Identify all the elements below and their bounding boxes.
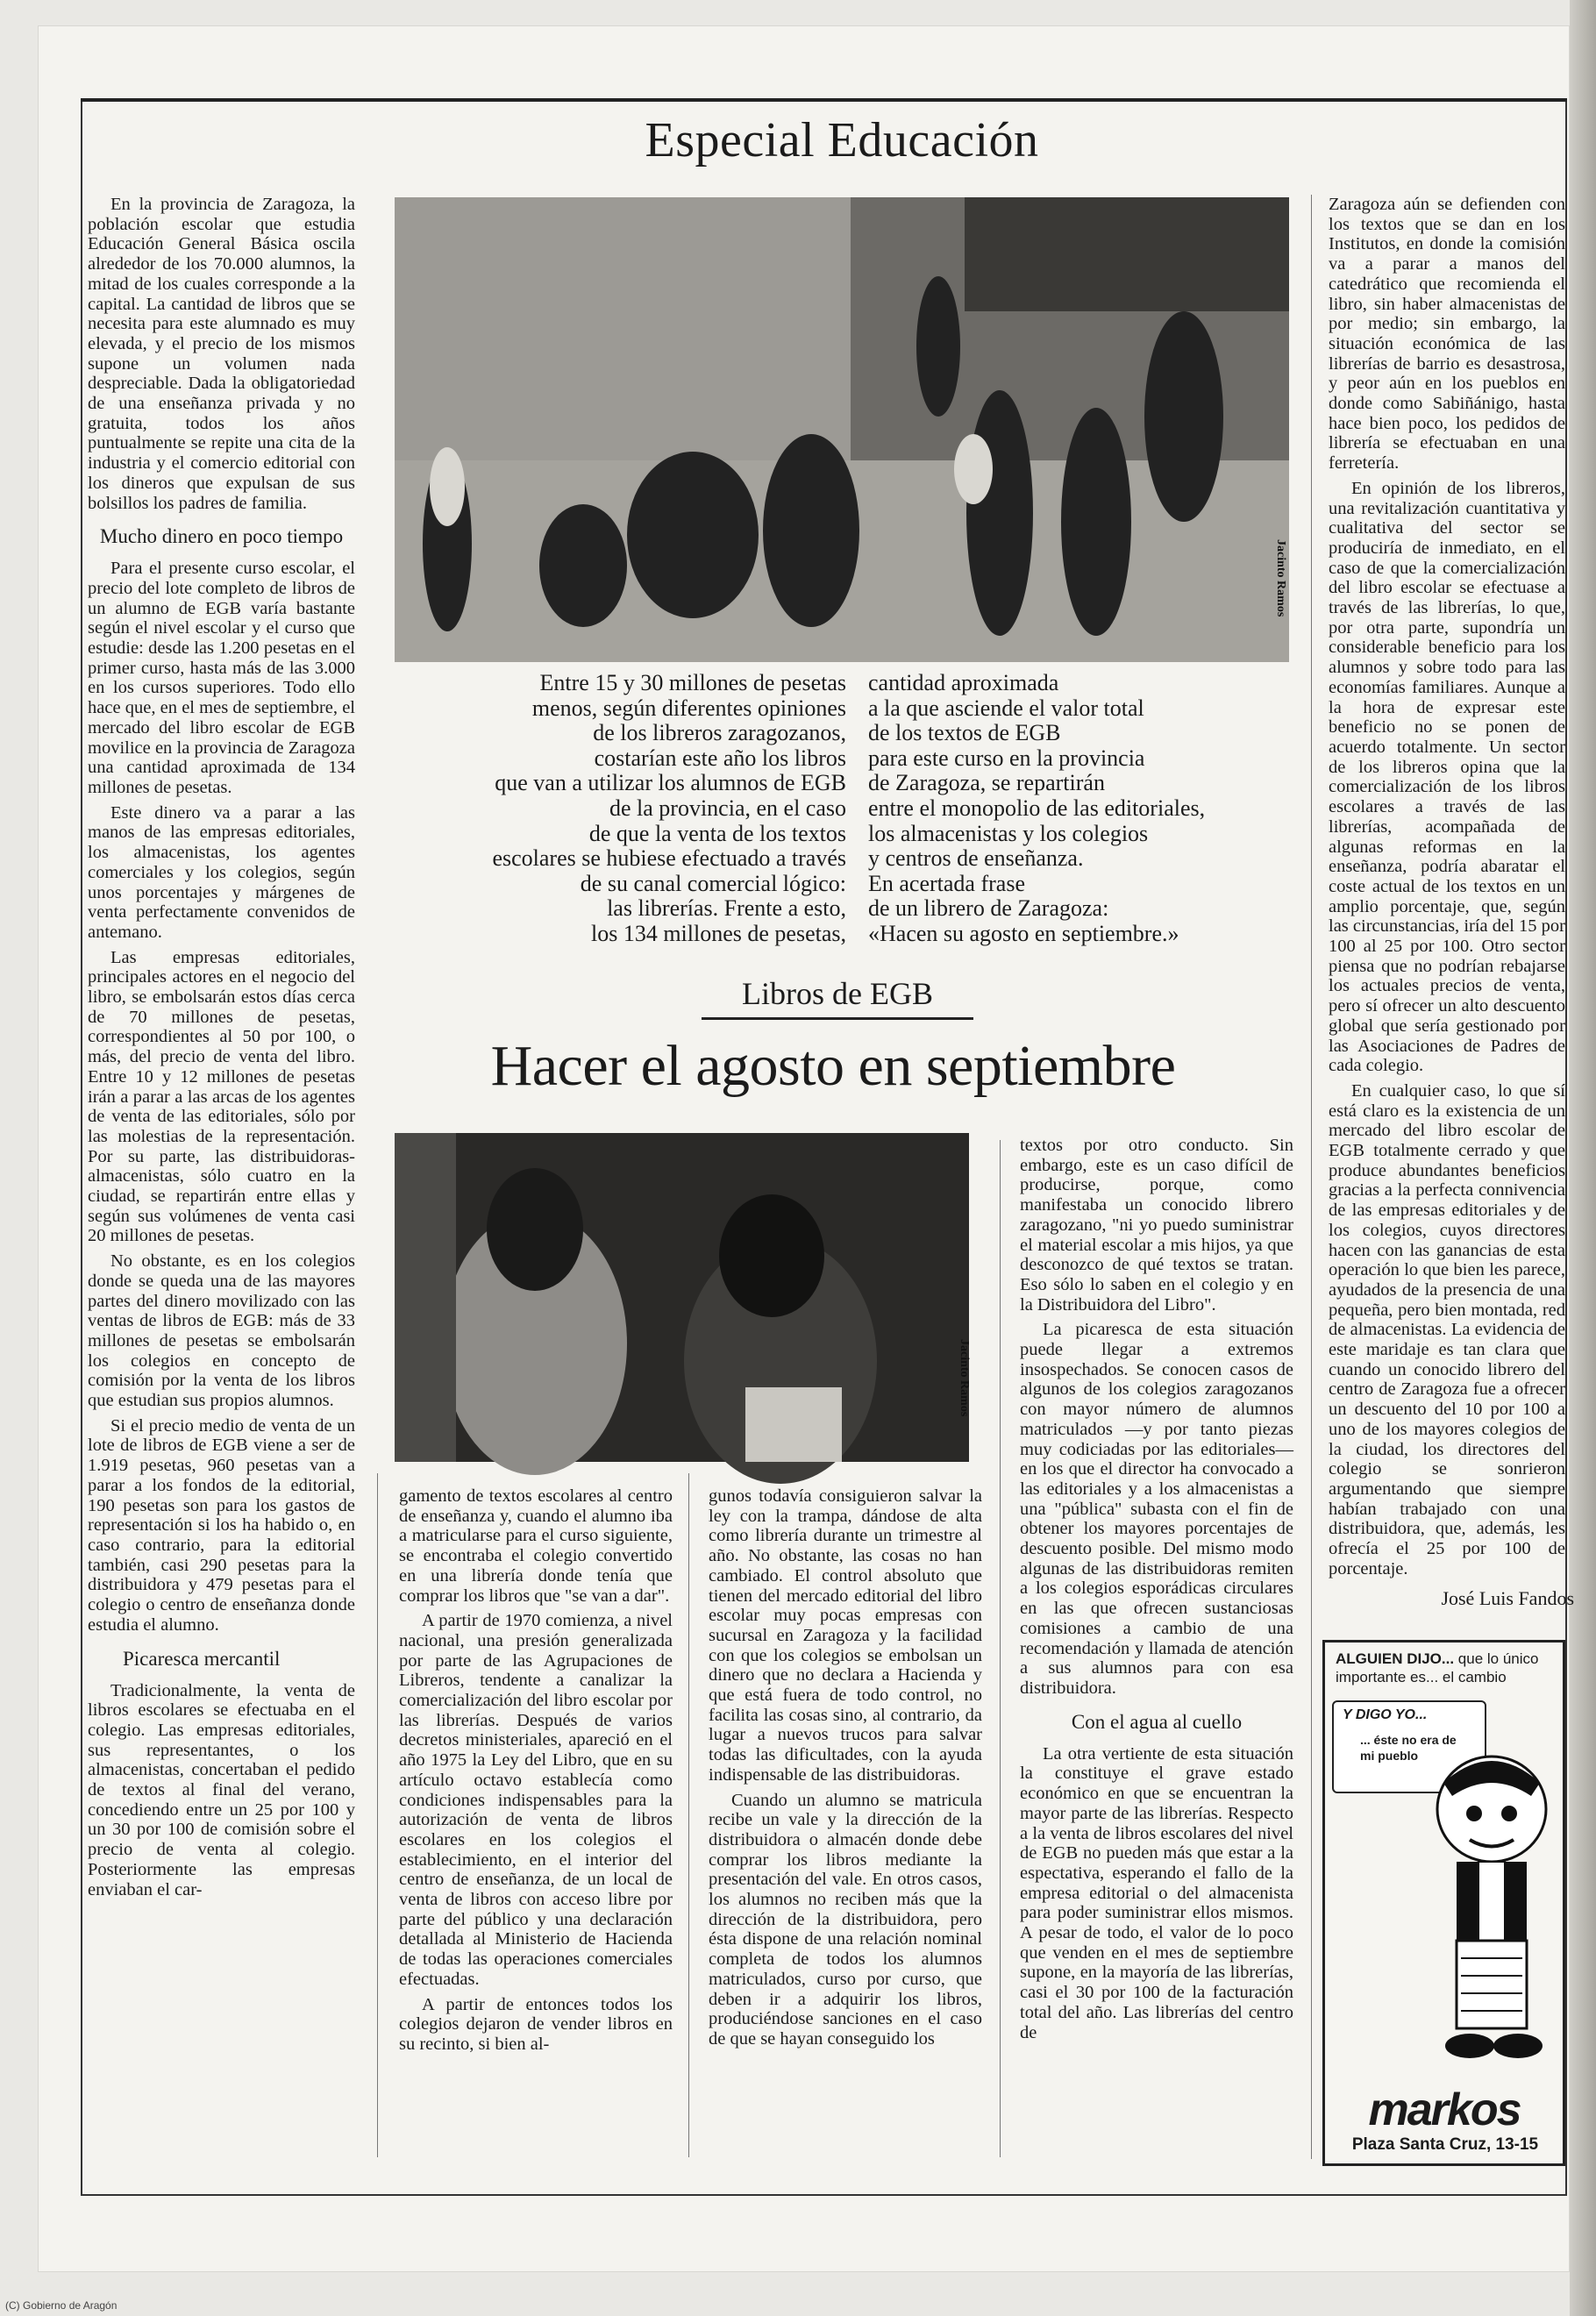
pullquote-line: menos, según diferentes opiniones xyxy=(531,695,846,721)
pullquote-line: cantidad aproximada xyxy=(868,670,1059,695)
paragraph: A partir de 1970 comienza, a nivel nacional, una presión generalizada por parte de las Agrupaciones de Libreros, tendente a canalizar la comercialización del libro escolar por las librerías. Después de varios decretos ministeriales, apareció en el año 1975 la Ley del Libro, que en su artículo octavo establecía como condiciones indispensables para la autorización de venta de libros escolares en los colegios el establecimiento, en el interior del centro de enseñanza, de un local de venta de libros con acceso libre por parte del público y una declaración detallada al Ministerio de Hacienda de todas las operaciones comerciales efectuadas. xyxy=(399,1611,673,1989)
column-divider xyxy=(1000,1140,1001,2157)
subheading: Picaresca mercantil xyxy=(123,1647,281,1670)
pullquote-line: para este curso en la provincia xyxy=(868,745,1145,771)
column-3 xyxy=(709,1486,982,2055)
pullquote-line: y centros de enseñanza. xyxy=(868,845,1084,872)
pullquote-right xyxy=(868,671,1289,947)
paragraph: La picaresca de esta situación puede llegar a extremos insospechados. Se conocen casos de algunos de los colegios zaragozanos con mayor número de alumnos matriculados —y por tanto piezas muy codiciadas por las editoriales— en los que el director ha convocado a las editoriales y a los almacenistas a una "pública" subasta con el fin de obtener los mayores porcentajes de descuento posible. Del mismo modo algunas de las distribuidoras remiten a los colegios esporádicas circulares en las que ofrecen sustanciosas comisiones a cambio de una recomendación y llamada de atención a sus alumnos para con esa distribuidora. xyxy=(1020,1320,1293,1698)
pullquote-left xyxy=(399,671,846,947)
photo-students xyxy=(395,1133,969,1462)
paragraph: Las empresas editoriales, principales actores en el negocio del libro, se embolsarán estos días cerca de 70 millones de pesetas, correspondientes al 50 por 100, o más, del precio de venta del libro. Entre 10 y 12 millones de pesetas irán a parar a las arcas de los agentes de venta de las editoriales, sólo por las molestias de la representación. Por su parte, las distribuidoras-almacenistas, sólo cuatro en la ciudad, se repartirán entre ellas y según sus volúmenes de venta casi 20 millones de pesetas. xyxy=(88,947,355,1246)
paragraph: gunos todavía consiguieron salvar la ley con la trampa, dándose de alta como librería durante un trimestre al año. No obstante, las cosas no han cambiado. El control absoluto que tienen del mercado editorial del libro escolar muy pocas empresas con sucursal en Zaragoza y la facilidad con que los colegios se embolsan un dinero que no declara a Hacienda y que está fuera de todo control, no facilita las cosas sino, al contrario, da lugar a nuevos trucos para salvar todas las dificultades, con la ayuda indispensable de las distribuidoras. xyxy=(709,1486,982,1785)
photo-credit: Jacinto Ramos xyxy=(958,1339,971,1417)
bubble-text: ... éste no era de mi pueblo xyxy=(1360,1733,1457,1763)
pullquote-line: entre el monopolio de las editoriales, xyxy=(868,795,1206,821)
paragraph: Cuando un alumno se matricula recibe un vale y la dirección de la distribuidora o almacén donde debe comprar los libros mediante la presentación del vale. En otros casos, los alumnos no reciben más que la dirección de la distribuidora, pero ésta dispone de una relación nominal completa de todos los alumnos matriculados, curso por curso, que deben ir a adquirir los libros, produciéndose sanciones en el caso de que se hayan conseguido los xyxy=(709,1790,982,2049)
copyright-notice: (C) Gobierno de Aragón xyxy=(5,2299,118,2312)
subheading: Mucho dinero en poco tiempo xyxy=(99,525,344,548)
column-divider xyxy=(688,1473,689,2157)
column-divider xyxy=(377,1473,378,2157)
ad-headline-rest: que lo único importante es... el cambio xyxy=(1336,1650,1539,1685)
paragraph: Si el precio medio de venta de un lote de libros de EGB viene a ser de 1.919 pesetas, 960 pesetas van a parar a los fondos de la editorial, 190 pesetas son para los gastos de representación si los ha habido o, en caso contrario, para la editorial también, casi 290 pesetas para la distribuidora y 479 pesetas para el colegio o centro de enseñanza donde estudia el alumno. xyxy=(88,1415,355,1635)
paragraph: Este dinero va a parar a las manos de las empresas editoriales, los almacenistas, los agentes comerciales y los colegios, según unos porcentajes y márgenes de venta perfectamente convenidos de antemano. xyxy=(88,802,355,942)
paragraph: A partir de entonces todos los colegios dejaron de vender libros en su recinto, si bien al- xyxy=(399,1994,673,2054)
paragraph: Tradicionalmente, la venta de libros escolares se efectuaba en el colegio. Las empresas editoriales, sus representantes, o los almacenistas, concertaban el pedido de textos al final del verano, concediendo entre un 25 por 100 y un 30 por 100 de comisión sobre el precio de venta al colegio. Posteriormente las empresas enviaban el car- xyxy=(88,1680,355,1899)
markos-logo: markos xyxy=(1368,2084,1521,2135)
pullquote-line: los almacenistas y los colegios xyxy=(868,820,1149,846)
pullquote-line: de Zaragoza, se repartirán xyxy=(868,770,1105,796)
pullquote-line: Entre 15 y 30 millones de pesetas xyxy=(539,670,846,695)
pullquote-line: que van a utilizar los alumnos de EGB xyxy=(495,770,846,796)
pullquote-line: «Hacen su agosto en septiembre.» xyxy=(868,920,1179,946)
kicker: Libros de EGB xyxy=(702,975,973,1020)
column-divider xyxy=(1311,195,1312,2159)
paragraph: No obstante, es en los colegios donde se queda una de las mayores partes del dinero movilizado con las ventas de libros de EGB: más de 33 millones de pesetas se embolsarán los colegios en concepto de comisión por la venta de los libros que estudian sus propios alumnos. xyxy=(88,1251,355,1411)
pullquote-line: de que la venta de los textos xyxy=(588,820,846,846)
paragraph: Para el presente curso escolar, el precio del lote completo de libros de un alumno de EGB varía bastante según el nivel escolar y el curso que estudie: desde las 1.200 pesetas en el primer curso, hasta más de las 3.000 en los cursos superiores. Todo ello hace que, en el mes de septiembre, el mercado del libro escolar de EGB movilice en la provincia de Zaragoza una cantidad aproximada de 134 millones de pesetas. xyxy=(88,559,355,797)
photo-credit: Jacinto Ramos xyxy=(1274,539,1287,617)
advertisement-markos xyxy=(1322,1640,1565,2166)
pullquote-line: escolares se hubiese efectuado a través xyxy=(492,845,846,872)
section-title: Especial Educación xyxy=(645,113,1039,167)
photo-students-illustration xyxy=(395,1133,969,1462)
pullquote-line: los 134 millones de pesetas, xyxy=(590,920,846,946)
ad-address: Plaza Santa Cruz, 13-15 xyxy=(1351,2135,1539,2154)
paragraph: textos por otro conducto. Sin embargo, este es un caso difícil de producirse, porque, como manifestaba un conocido librero zaragozano, "ni yo puedo suministrar el material escolar a mis hijos, ya que desconozco de qué textos se tratan. Eso sólo lo saben en el colegio y en la Distribuidora del Libro". xyxy=(1020,1136,1293,1315)
pullquote-line: a la que asciende el valor total xyxy=(868,695,1144,721)
ad-headline xyxy=(1336,1650,1555,1686)
pullquote-line: de los libreros zaragozanos, xyxy=(593,720,846,746)
paragraph: En la provincia de Zaragoza, la población escolar que estudia Educación General Básica oscila alrededor de los 70.000 alumnos, la mitad de los cuales corresponde a la capital. La cantidad de libros que se necesita para este alumnado es muy elevada, y el precio de los mismos supone un volumen nada despreciable. Dada la obligatoriedad de una enseñanza privada y no gratuita, todos los años puntualmente se repite una cita de la industria y el comercio editorial con los dineros que expulsan de sus bolsillos los padres de familia. xyxy=(88,195,355,513)
bubble-handwriting: Y DIGO YO... xyxy=(1343,1707,1428,1722)
photo-children-illustration xyxy=(395,197,1289,662)
column-2 xyxy=(399,1486,673,2060)
pullquote-line: En acertada frase xyxy=(868,870,1025,896)
ad-headline-bold: ALGUIEN DIJO... xyxy=(1336,1650,1455,1667)
pullquote-line: de los textos de EGB xyxy=(868,720,1061,746)
column-4 xyxy=(1020,1136,1293,2048)
paragraph: En opinión de los libreros, una revitalización cuantitativa y cualitativa del sector se produciría de inmediato, en el caso de que la comercialización del libro escolar se efectuase a través de las librerías, lo que, por otra parte, supondría un considerable beneficio para los alumnos y sobre todo para las economías familiares. Aunque a la hora de expresar este beneficio no se ponen de acuerdo totalmente. Un sector de los libreros opina que la comercialización de los libros escolares a través de las librerías, acompañada de algunas reformas en la enseñanza, podría abaratar el coste actual de los textos en un amplio porcentaje, que, según las circunstancias, iría del 15 por 100 al 25 por 100. Otro sector piensa que no podrían rebajarse los actuales precios de venta, pero sí ofrecer un alto descuento global que sería gestionado por las Asociaciones de Padres de cada colegio. xyxy=(1329,478,1565,1076)
paragraph: Zaragoza aún se defienden con los textos que se dan en los Institutos, en donde la comisión va a parar a manos del catedrático que recomienda el libro, sin haber almacenistas de por medio; sin embargo, la situación económica de las librerías de barrio es desastrosa, y peor aún en los pueblos en donde como Sabiñánigo, hasta hace bien poco, los pedidos de librería se efectuaban en una ferretería. xyxy=(1329,195,1565,474)
paragraph: gamento de textos escolares al centro de enseñanza y, cuando el alumno iba a matricularse para el curso siguiente, se encontraba el colegio convertido en una librería donde tenía que comprar los libros que "se van a dar". xyxy=(399,1486,673,1606)
pullquote-line: costarían este año los libros xyxy=(594,745,846,771)
pullquote-line: de un librero de Zaragoza: xyxy=(868,895,1109,922)
scan-edge xyxy=(1570,0,1596,2316)
column-1 xyxy=(88,195,355,1905)
cartoon-character-icon xyxy=(1408,1748,1557,2081)
pullquote-line: de la provincia, en el caso xyxy=(609,795,846,821)
pullquote-line: de su canal comercial lógico: xyxy=(580,870,846,896)
paragraph: La otra vertiente de esta situación la constituye el grave estado económico en que se encuentran la mayor parte de las librerías. Respecto a la venta de libros escolares del nivel de EGB no pueden más que estar a la espectativa, esperando el fallo de la empresa editorial o del almacenista para poder suministrar ellos mismos. A pesar de todo, el valor de lo poco que venden en el mes de septiembre supone, en la mayoría de las librerías, casi el 30 por 100 de la facturación total del año. Las librerías del centro de xyxy=(1020,1743,1293,2042)
column-5 xyxy=(1329,195,1565,1585)
headline: Hacer el agosto en septiembre xyxy=(490,1034,1176,1098)
subheading: Con el agua al cuello xyxy=(1071,1710,1243,1733)
photo-children-playing xyxy=(395,197,1289,662)
author-byline: José Luis Fandos xyxy=(1441,1587,1574,1609)
pullquote-line: las librerías. Frente a esto, xyxy=(607,895,846,922)
paragraph: En cualquier caso, lo que sí está claro es la existencia de un mercado del libro escolar de EGB totalmente cerrado y que produce abundantes beneficios gracias a la perfecta connivencia de las empresas editoriales y de los colegios, cuyos directores hacen con las ganancias de esta operación lo que bien les parece, ayudados de la presencia de una pequeña, pero bien montada, red de almacenistas. La evidencia de este maridaje es tan clara que cuando un conocido librero del centro de Zaragoza fue a ofrecer un descuento del 10 por 100 a uno de los mayores colegios de la ciudad, los directores del colegio se sonrieron argumentando que siempre habían trabajado con una distribuidora, que, además, les ofrecía el 25 por 100 de porcentaje. xyxy=(1329,1080,1565,1578)
